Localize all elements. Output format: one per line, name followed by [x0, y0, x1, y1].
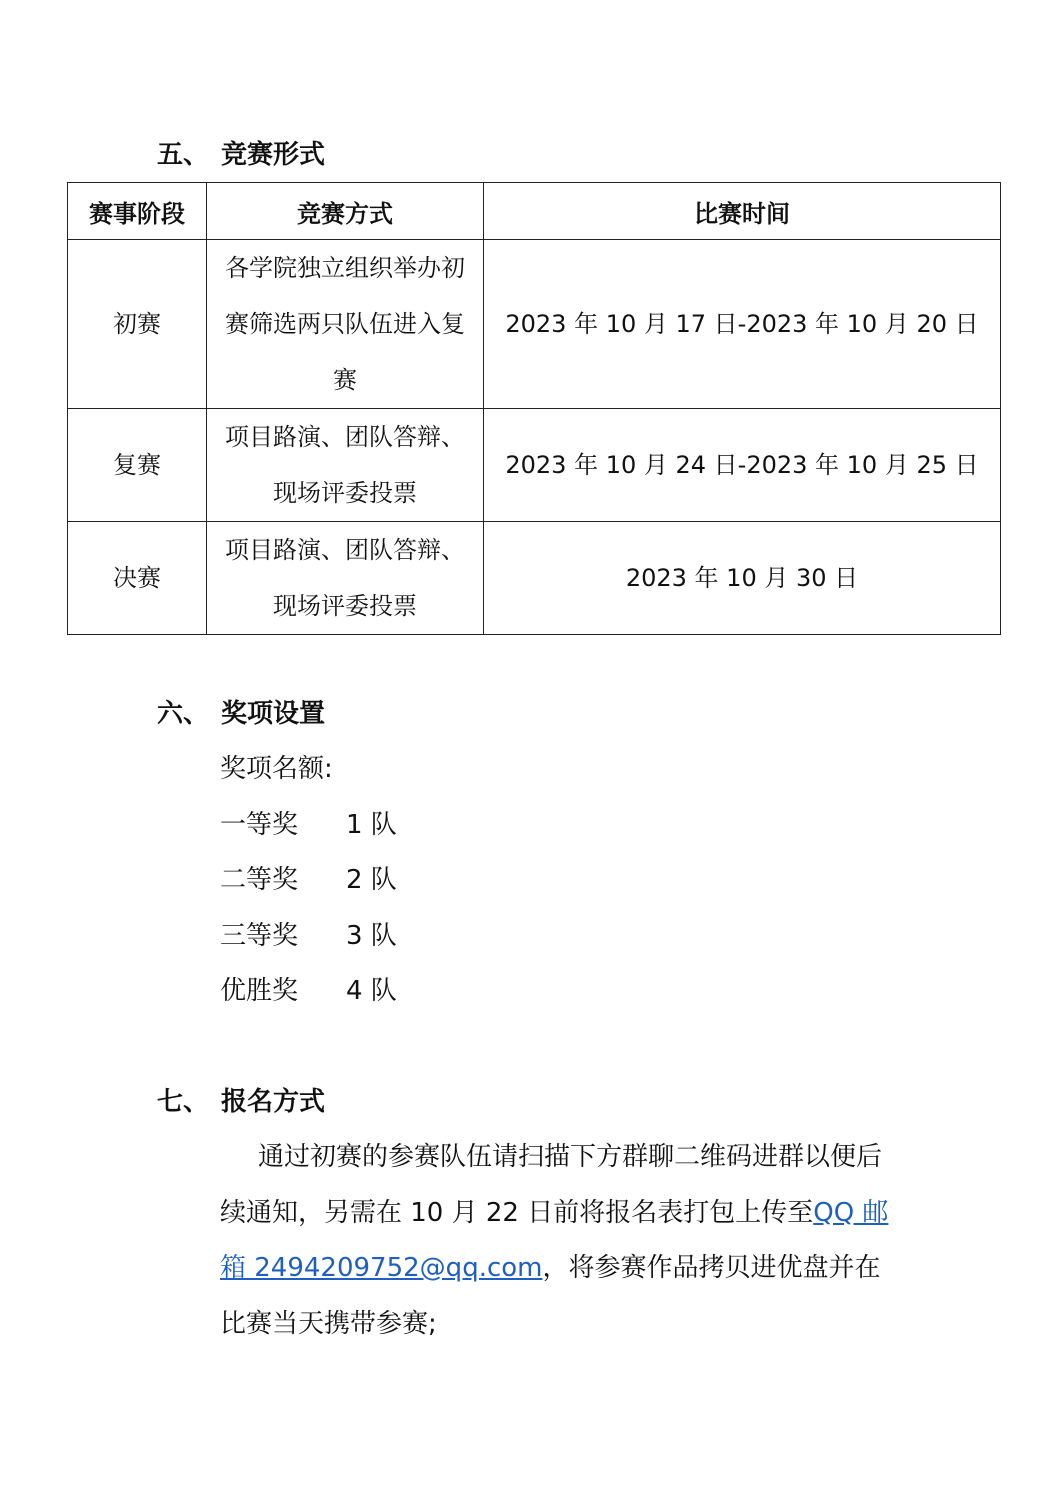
- award-count: 1 队: [346, 810, 397, 840]
- time-cell: 2023 年 10 月 24 日-2023 年 10 月 25 日: [484, 409, 1001, 522]
- mode-cell: 项目路演、团队答辩、现场评委投票: [207, 409, 484, 522]
- section-number: 六、: [157, 699, 210, 729]
- table-row: [68, 240, 1001, 409]
- header-time: 比赛时间: [484, 183, 1001, 240]
- email-link[interactable]: QQ 邮箱 2494209752@qq.com: [220, 1197, 889, 1283]
- mode-cell: 项目路演、团队答辩、现场评委投票: [207, 522, 484, 635]
- section-title: 奖项设置: [221, 699, 326, 729]
- table-header-row: [68, 183, 1001, 240]
- section-heading-registration: [157, 1086, 325, 1118]
- registration-text-before: 通过初赛的参赛队伍请扫描下方群聊二维码进群以便后续通知，另需在 10 月 22 日前将报名表打包上传至: [220, 1142, 883, 1228]
- stage-cell: 决赛: [68, 522, 207, 635]
- mode-cell: 各学院独立组织举办初赛筛选两只队伍进入复赛: [207, 240, 484, 409]
- award-name: 一等奖: [220, 810, 299, 840]
- section-number: 七、: [157, 1087, 210, 1117]
- section-title: 报名方式: [221, 1087, 326, 1117]
- time-cell: 2023 年 10 月 17 日-2023 年 10 月 20 日: [484, 240, 1001, 409]
- award-name: 优胜奖: [220, 976, 299, 1006]
- section-title: 竞赛形式: [221, 140, 326, 170]
- header-stage: 赛事阶段: [68, 183, 207, 240]
- award-item: [220, 864, 397, 896]
- section-heading-competition-format: [157, 139, 325, 171]
- table-row: [68, 522, 1001, 635]
- time-cell: 2023 年 10 月 30 日: [484, 522, 1001, 635]
- award-item: [220, 920, 397, 952]
- award-count: 3 队: [346, 921, 397, 951]
- section-heading-awards: [157, 698, 325, 730]
- section-number: 五、: [157, 140, 210, 170]
- competition-schedule-table: [67, 182, 1001, 635]
- registration-paragraph: [220, 1130, 900, 1352]
- award-name: 三等奖: [220, 921, 299, 951]
- awards-intro: 奖项名额:: [220, 754, 333, 784]
- award-item: [220, 975, 397, 1007]
- award-count: 2 队: [346, 865, 397, 895]
- award-count: 4 队: [346, 976, 397, 1006]
- award-item: [220, 809, 397, 841]
- award-name: 二等奖: [220, 865, 299, 895]
- header-mode: 竞赛方式: [207, 183, 484, 240]
- stage-cell: 初赛: [68, 240, 207, 409]
- registration-text-after: ，将参赛作品拷贝进优盘并在比赛当天携带参赛;: [220, 1253, 881, 1339]
- stage-cell: 复赛: [68, 409, 207, 522]
- table-row: [68, 409, 1001, 522]
